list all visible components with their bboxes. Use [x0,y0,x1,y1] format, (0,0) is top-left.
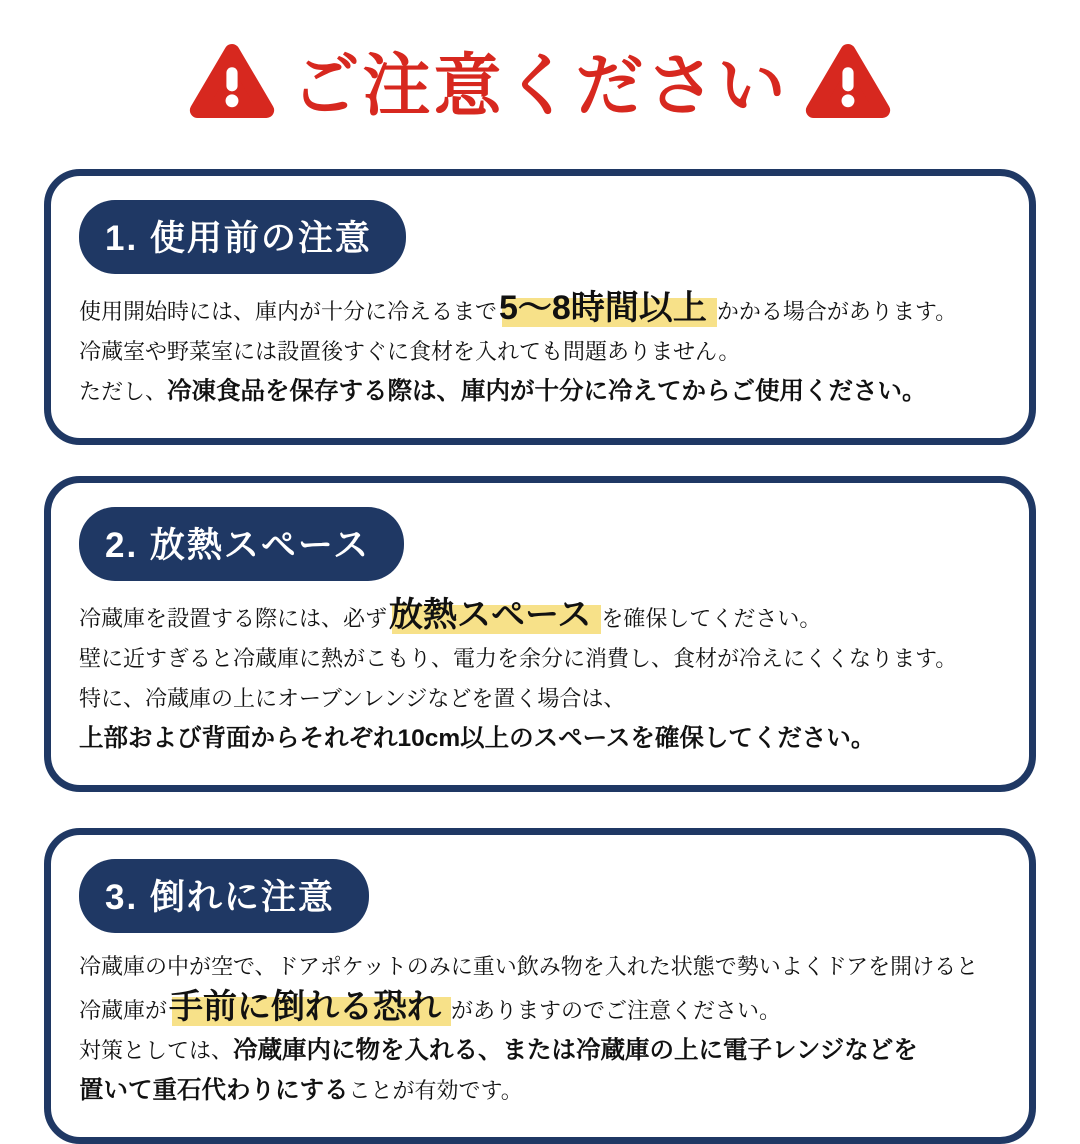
body-line [79,1031,1007,1071]
page-title [0,0,1080,129]
body-line [79,288,1007,332]
highlighted-text: 手前に倒れる恐れ [167,988,451,1026]
section-tip-over [44,828,1036,1144]
body-line: 壁に近すぎると冷蔵庫に熱がこもり、電力を余分に消費し、食材が冷えにくくなります。 [79,646,958,671]
section-heat-space [44,476,1036,792]
body-text: 使用開始時には、庫内が十分に冷えるまで [79,299,498,324]
body-line [79,1071,1007,1111]
body-text: ことが有効です。 [348,1078,523,1103]
page-title-text: ご注意ください [291,48,789,124]
bold-text: 冷凍食品を保存する際は、庫内が十分に冷えてからご使用ください。 [167,378,927,405]
section-body [79,595,1007,759]
body-line [79,595,1007,639]
section-heading-badge: 3. 倒れに注意 [79,859,369,933]
body-text: ただし、 [79,379,168,404]
highlighted-text: 放熱スペース [387,596,601,634]
body-line [79,719,1007,759]
body-line: 特に、冷蔵庫の上にオーブンレンジなどを置く場合は、 [79,686,626,711]
body-text: 冷蔵庫を設置する際には、必ず [79,606,388,631]
section-heading-badge: 2. 放熱スペース [79,507,404,581]
highlighted-text: 5〜8時間以上 [497,289,717,327]
body-line: 冷蔵庫の中が空で、ドアポケットのみに重い飲み物を入れた状態で勢いよくドアを開けると [79,954,979,979]
body-line: 冷蔵室や野菜室には設置後すぐに食材を入れても問題ありません。 [79,339,741,364]
section-heading-badge: 1. 使用前の注意 [79,200,406,274]
warning-triangle-icon [189,38,275,124]
body-text: を確保してください。 [601,606,822,631]
body-line [79,372,1007,412]
section-body [79,288,1007,412]
body-text: がありますのでご注意ください。 [451,998,782,1023]
body-text: 対策としては、 [79,1038,234,1063]
body-line [79,987,1007,1031]
section-before-use [44,169,1036,445]
bold-text: 上部および背面からそれぞれ10cm以上のスペースを確保してください。 [79,725,876,752]
bold-text: 冷蔵庫内に物を入れる、または冷蔵庫の上に電子レンジなどを [233,1037,918,1064]
body-text: 冷蔵庫が [79,998,168,1023]
bold-text: 置いて重石代わりにする [79,1077,349,1104]
section-body [79,947,1007,1111]
warning-triangle-icon [805,38,891,124]
body-text: かかる場合があります。 [716,299,958,324]
